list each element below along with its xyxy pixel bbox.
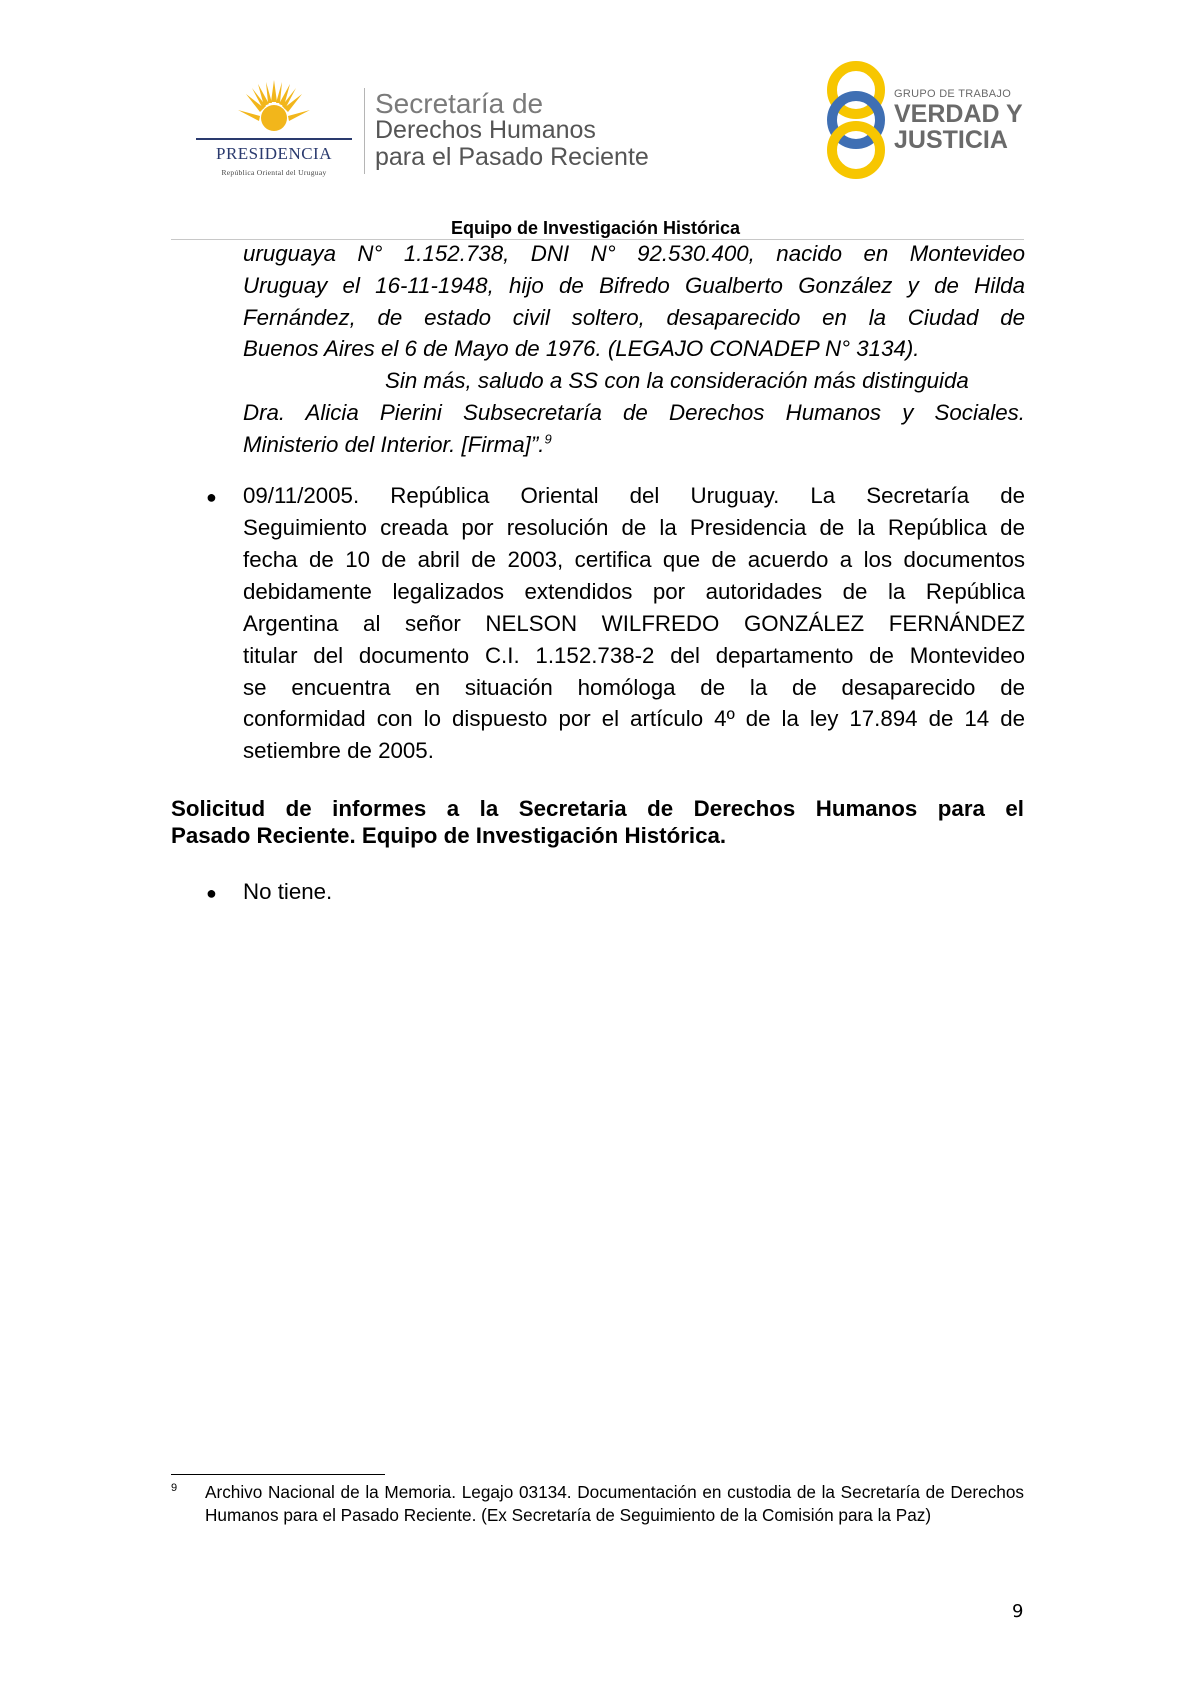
footnote-number: 9 (171, 1482, 178, 1494)
bullet1-line-5: Argentina al señor NELSON WILFREDO GONZÁLEZ FERNÁNDEZ (243, 611, 1025, 636)
signature-line-2-text: Ministerio del Interior. [Firma]”. (243, 432, 545, 457)
footnote-text: Archivo Nacional de la Memoria. Legajo 03134. Documentación en custodia de la Secretaría de Derechos Humanos para el Pasado Reciente. (Ex Secretaría de Seguimiento de la Comisión para la Paz) (205, 1482, 1024, 1525)
presidencia-label: PRESIDENCIA (215, 144, 332, 163)
section-bullet-text: No tiene. (243, 879, 333, 904)
presidencia-logo (196, 78, 352, 178)
bullet-dot: ● (206, 883, 217, 903)
secretaria-line3: para el Pasado Reciente (375, 143, 649, 171)
secretaria-logo-text (375, 90, 649, 171)
section-heading-line-1: Solicitud de informes a la Secretaria de Derechos Humanos para el (171, 796, 1024, 821)
secretaria-line2: Derechos Humanos (375, 116, 596, 144)
signature-line-1: Dra. Alicia Pierini Subsecretaría de Derechos Humanos y Sociales. (243, 400, 1025, 425)
verdad-justicia-logo (822, 58, 1022, 182)
footnote-reference[interactable]: 9 (544, 431, 552, 447)
sun-icon (238, 78, 310, 140)
bullet-dot: ● (206, 487, 217, 507)
page-number: 9 (1012, 1601, 1024, 1622)
bullet1-line-6: titular del documento C.I. 1.152.738-2 del departamento de Montevideo (243, 643, 1025, 668)
vyj-title-line2: JUSTICIA (894, 126, 1008, 154)
bullet1-line-9: setiembre de 2005. (243, 738, 434, 763)
bullet1-line-4: debidamente legalizados extendidos por autoridades de la República (243, 579, 1025, 604)
presidencia-rule (196, 138, 352, 140)
linked-rings-icon (822, 58, 892, 182)
quote-line-1: uruguaya N° 1.152.738, DNI N° 92.530.400, nacido en Montevideo (243, 241, 1025, 266)
vyj-small-label: GRUPO DE TRABAJO (894, 88, 1012, 100)
bullet1-line-1: 09/11/2005. República Oriental del Uruguay. La Secretaría de (243, 483, 1025, 508)
team-title: Equipo de Investigación Histórica (450, 218, 741, 238)
quote-closing: Sin más, saludo a SS con la consideración más distinguida (385, 368, 969, 393)
bullet1-line-3: fecha de 10 de abril de 2003, certifica que de acuerdo a los documentos (243, 547, 1025, 572)
presidencia-subtitle: República Oriental del Uruguay (221, 168, 327, 177)
quote-line-4: Buenos Aires el 6 de Mayo de 1976. (LEGAJO CONADEP N° 3134). (243, 336, 920, 361)
footnote-rule (171, 1474, 385, 1475)
bullet1-line-8: conformidad con lo dispuesto por el artículo 4º de la ley 17.894 de 14 de (243, 706, 1025, 731)
logo-divider (364, 88, 365, 174)
vyj-title-line1: VERDAD Y (894, 100, 1023, 128)
quote-line-3: Fernández, de estado civil soltero, desaparecido en la Ciudad de (243, 305, 1025, 330)
section-heading-line-2: Pasado Reciente. Equipo de Investigación Histórica. (171, 823, 727, 848)
bullet1-line-7: se encuentra en situación homóloga de la de desaparecido de (243, 675, 1025, 700)
quote-line-2: Uruguay el 16-11-1948, hijo de Bifredo Gualberto González y de Hilda (243, 273, 1025, 298)
signature-line-2 (243, 429, 552, 461)
bullet1-line-2: Seguimiento creada por resolución de la Presidencia de la República de (243, 515, 1025, 540)
secretaria-line1: Secretaría de (375, 88, 544, 119)
